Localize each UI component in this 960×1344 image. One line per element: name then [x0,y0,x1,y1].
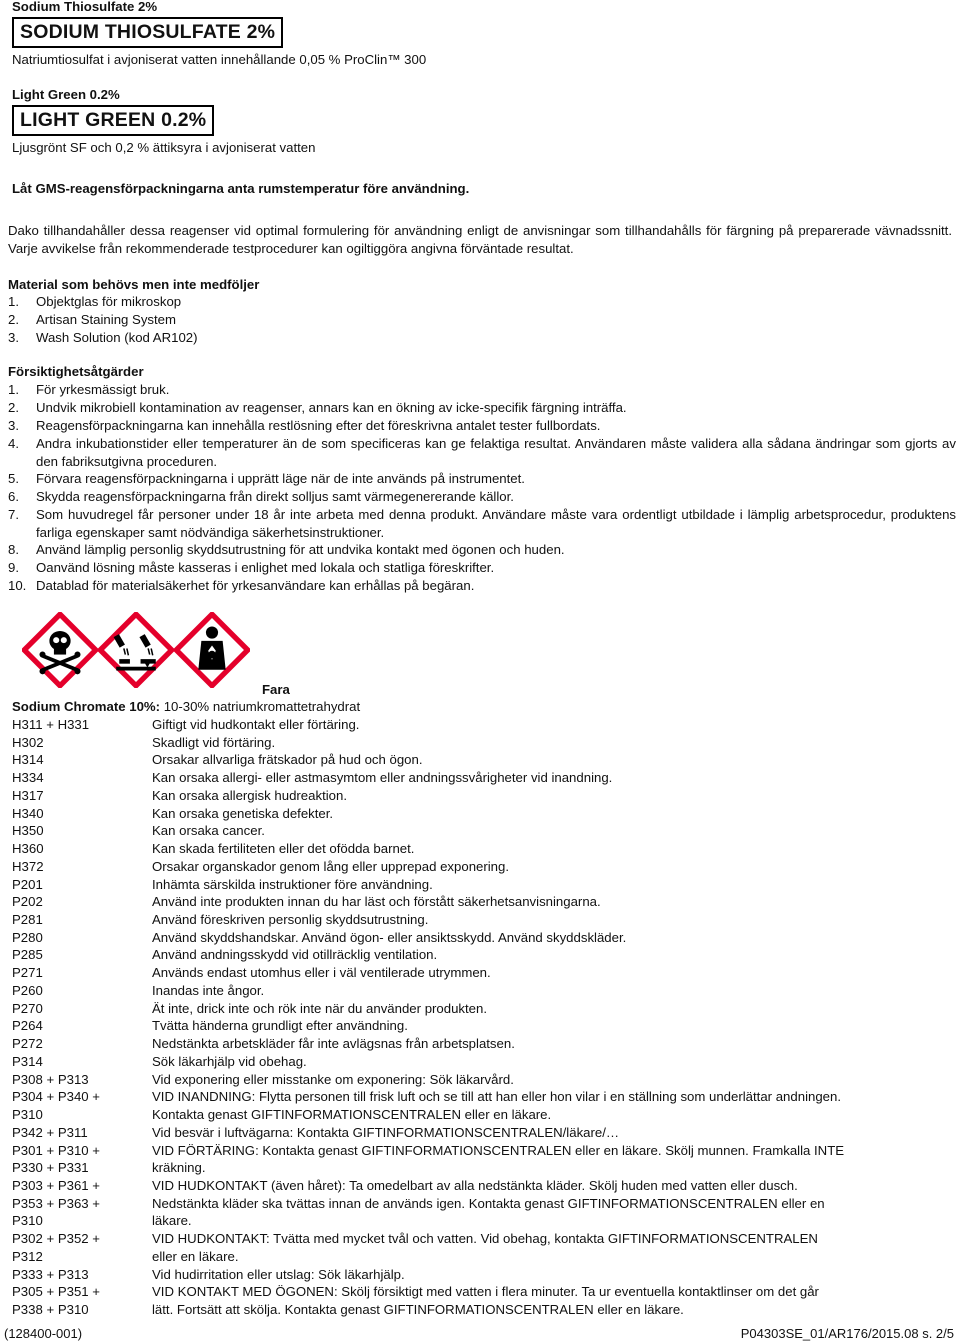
list-item-text: Wash Solution (kod AR102) [36,330,198,345]
hazard-statement-text: Tvätta händerna grundligt efter användning. [152,1018,408,1034]
list-item-number: 6. [8,489,19,504]
hazard-statement-text: Sök läkarhjälp vid obehag. [152,1053,307,1069]
hazard-statement-row [12,1106,956,1124]
hazard-statement-row [12,946,956,964]
hazard-statement-row [12,1248,956,1266]
hazard-code: P333 + P313 [12,1266,89,1282]
hazard-statement-row [12,1301,956,1319]
hazard-code: H372 [12,858,44,874]
hazard-statement-row [12,1230,956,1248]
hazard-statement-row [12,822,956,840]
hazard-code: P303 + P361 + [12,1177,100,1193]
hazard-code: P308 + P313 [12,1071,89,1087]
hazard-statement-text: lätt. Fortsätt att skölja. Kontakta genast GIFTINFORMATIONSCENTRALEN eller en läkare. [152,1302,684,1318]
list-item-text: Använd lämplig personlig skyddsutrustning för att undvika kontakt med ögonen och huden. [36,542,565,557]
hazard-statement-text: Kan orsaka genetiska defekter. [152,805,334,821]
hazard-statement-row [12,1053,956,1071]
hazard-statement-row [12,716,956,734]
hazard-statement-text: Kan orsaka allergi- eller astmasymtom eller andningssvårigheter vid inandning. [152,770,613,786]
list-item-number: 2. [8,312,19,327]
hazard-code: P270 [12,1000,43,1016]
intro-paragraph: Dako tillhandahåller dessa reagenser vid optimal formulering för användning enligt de anvisningar som tillhandahålls för färgning på preparerade vävnadssnitt. Varje avvikelse från rekommenderade testprocedurer kan ogiltiggöra angivna förväntade resultat. [8,223,952,256]
list-item-number: 3. [8,330,19,345]
hazard-statement-text: VID INANDNING: Flytta personen till frisk luft och se till att han eller hon vilar i en ställning som underlättar andningen. [152,1089,841,1105]
footer-document-number: (128400-001) [4,1326,83,1341]
hazard-code: H311 + H331 [12,717,90,732]
hazard-substance [12,698,360,716]
hazard-statement-row [12,1159,956,1177]
hazard-code: P353 + P363 + [12,1195,100,1211]
hazard-substance-description: 10-30% natriumkromattetrahydrat [163,699,361,714]
signal-word: Fara [262,682,290,697]
hazard-code: P304 + P340 + [12,1089,100,1105]
hazard-statement-text: VID HUDKONTAKT: Tvätta med mycket tvål och vatten. Vid obehag, kontakta GIFTINFORMATIONSCENTRALEN [152,1231,818,1247]
hazard-code: P260 [12,982,43,998]
hazard-statement-text: Kontakta genast GIFTINFORMATIONSCENTRALEN eller en läkare. [152,1107,552,1123]
hazard-code: P264 [12,1018,43,1034]
list-item-text: Oanvänd lösning måste kasseras i enlighet med lokala och statliga föreskrifter. [36,560,495,575]
hazard-statement-text: Orsakar organskador genom lång eller upprepad exponering. [152,858,510,874]
list-item-number: 9. [8,560,19,575]
hazard-code: P312 [12,1248,43,1264]
hazard-statement-text: Skadligt vid förtäring. [152,734,276,750]
list-item-number: 4. [8,436,19,451]
hazard-statement-row [12,787,956,805]
hazard-statement-text: VID HUDKONTAKT (även håret): Ta omedelbart av alla nedstänkta kläder. Skölj huden med vatten eller dusch. [152,1177,798,1193]
hazard-code: H334 [12,770,44,786]
hazard-code: P314 [12,1053,43,1069]
list-item-text: Reagensförpackningarna kan innehålla restlösning efter det föreskrivna antalet tester fullbordats. [36,418,601,433]
hazard-code: P310 [12,1213,43,1229]
hazard-statement-row [12,1142,956,1160]
hazard-statement-row [12,1283,956,1301]
list-item-text: Skydda reagensförpackningarna från direkt solljus samt värmegenererande källor. [36,489,514,504]
list-item-number: 1. [8,294,19,309]
list-item-number: 10. [8,578,27,593]
list-item-text: Artisan Staining System [36,312,176,327]
hazard-code: P302 + P352 + [12,1231,100,1247]
hazard-statement-row [12,734,956,752]
hazard-statement-text: Vid hudirritation eller utslag: Sök läkarhjälp. [152,1266,405,1282]
hazard-code: P201 [12,876,43,892]
reagent-label-box: SODIUM THIOSULFATE 2% [12,17,283,48]
list-item-number: 3. [8,418,19,433]
list-item-number: 7. [8,507,19,522]
hazard-code: P202 [12,894,43,910]
hazard-code: P271 [12,965,43,981]
hazard-statement-row [12,1195,956,1213]
list-item-number: 8. [8,542,19,557]
materials-heading: Material som behövs men inte medföljer [8,277,260,292]
hazard-statement-row [12,982,956,1000]
hazard-statement-row [12,1266,956,1284]
hazard-statement-text: Vid exponering eller misstanke om exponering: Sök läkarvård. [152,1071,514,1087]
hazard-statement-row [12,1035,956,1053]
hazard-statement-text: Ät inte, drick inte och rök inte när du använder produkten. [152,1000,488,1016]
hazard-code: P281 [12,912,43,928]
hazard-code: P330 + P331 [12,1160,89,1176]
hazard-code: H314 [12,752,44,768]
hazard-statement-row [12,964,956,982]
hazard-statement-row [12,929,956,947]
list-item-number: 1. [8,382,19,397]
hazard-statement-text: Använd inte produkten innan du har läst och förstått säkerhetsanvisningarna. [152,894,601,910]
corrosion-icon [98,612,174,688]
list-item-text: För yrkesmässigt bruk. [36,382,170,397]
hazard-statement-text: kräkning. [152,1160,206,1176]
hazard-statement-row [12,893,956,911]
reagent-description: Ljusgrönt SF och 0,2 % ättiksyra i avjoniserat vatten [12,140,316,155]
hazard-statement-row [12,1071,956,1089]
reagent-name: Light Green 0.2% [12,87,120,102]
footer-page-reference: P04303SE_01/AR176/2015.08 s. 2/5 [740,1326,954,1341]
hazard-statement-row [12,1177,956,1195]
hazard-substance-name: Sodium Chromate 10%: [12,699,161,714]
hazard-statement-text: Används endast utomhus eller i väl ventilerade utrymmen. [152,965,491,981]
hazard-statement-text: eller en läkare. [152,1248,239,1264]
hazard-statement-text: Kan orsaka allergisk hudreaktion. [152,787,347,803]
hazard-statement-text: Inhämta särskilda instruktioner före användning. [152,876,433,892]
hazard-code: P310 [12,1107,43,1123]
hazard-statement-row [12,876,956,894]
list-item-number: 2. [8,400,19,415]
hazard-statement-text: Använd andningsskydd vid otillräcklig ventilation. [152,947,438,963]
hazard-statement-row [12,840,956,858]
hazard-statement-text: Använd skyddshandskar. Använd ögon- eller ansiktsskydd. Använd skyddskläder. [152,929,627,945]
hazard-statement-text: Giftigt vid hudkontakt eller förtäring. [152,717,360,732]
list-item-number: 5. [8,471,19,486]
health-hazard-icon [174,612,250,688]
hazard-statement-row [12,751,956,769]
hazard-statement-row [12,1017,956,1035]
hazard-statement-text: Använd föreskriven personlig skyddsutrustning. [152,912,429,928]
hazard-statement-text: Kan skada fertiliteten eller det ofödda barnet. [152,841,415,857]
hazard-statement-row [12,1000,956,1018]
room-temperature-note: Låt GMS-reagensförpackningarna anta rumstemperatur före användning. [12,181,470,196]
hazard-statement-text: Kan orsaka cancer. [152,823,265,839]
hazard-code: P305 + P351 + [12,1284,100,1300]
hazard-code: P301 + P310 + [12,1142,100,1158]
hazard-code: H340 [12,805,44,821]
hazard-code: H350 [12,823,44,839]
hazard-code: P342 + P311 [12,1124,88,1140]
hazard-statement-text: VID FÖRTÄRING: Kontakta genast GIFTINFORMATIONSCENTRALEN eller en läkare. Skölj munnen. Framkalla INTE [152,1142,845,1158]
hazard-statement-text: Inandas inte ångor. [152,982,265,998]
hazard-code: P285 [12,947,43,963]
hazard-code: P338 + P310 [12,1302,89,1318]
hazard-statement-text: Vid besvär i luftvägarna: Kontakta GIFTINFORMATIONSCENTRALEN/läkare/… [152,1124,620,1140]
hazard-code: P272 [12,1036,43,1052]
hazard-code: H360 [12,841,44,857]
hazard-statement-row [12,1212,956,1230]
hazard-code: P280 [12,929,43,945]
hazard-statement-row [12,858,956,876]
hazard-statement-row [12,911,956,929]
hazard-code: H317 [12,787,44,803]
hazard-statement-row [12,769,956,787]
hazard-statement-text: Nedstänkta arbetskläder får inte avlägsnas från arbetsplatsen. [152,1036,515,1052]
list-item-text: Datablad för materialsäkerhet för yrkesanvändare kan erhållas på begäran. [36,578,475,593]
reagent-name: Sodium Thiosulfate 2% [12,0,158,14]
precautions-heading: Försiktighetsåtgärder [8,364,144,379]
list-item-text: Undvik mikrobiell kontamination av reagenser, annars kan en ökning av icke-specifik färgning inträffa. [36,400,627,415]
hazard-statement-row [12,1088,956,1106]
hazard-code: H302 [12,734,44,750]
skull-crossbones-icon [22,612,98,688]
hazard-statement-text: läkare. [152,1213,192,1229]
hazard-statement-text: Nedstänkta kläder ska tvättas innan de används igen. Kontakta genast GIFTINFORMATIONSCENTRALEN eller en [152,1195,825,1211]
hazard-statement-row [12,1124,956,1142]
list-item-text: Förvara reagensförpackningarna i upprätt läge när de inte används på instrumentet. [36,471,525,486]
hazard-statement-text: Orsakar allvarliga frätskador på hud och ögon. [152,752,423,768]
hazard-statement-row [12,805,956,823]
list-item-text: Som huvudregel får personer under 18 år inte arbeta med denna produkt. Användare måste vara ordentligt utbildade i lämplig arbetsprocedur, produktens farliga egenskaper samt nödvändiga säkerhetsinstruktioner. [36,507,956,540]
reagent-label-box: LIGHT GREEN 0.2% [12,105,214,136]
list-item-text: Objektglas för mikroskop [36,294,182,309]
reagent-description: Natriumtiosulfat i avjoniserat vatten innehållande 0,05 % ProClin™ 300 [12,52,427,67]
list-item-text: Andra inkubationstider eller temperaturer än de som specificeras kan ge felaktiga resultat. Användaren måste validera alla sådana ändringar som gjorts av den fabriksutgivna proceduren. [36,436,956,469]
hazard-statement-text: VID KONTAKT MED ÖGONEN: Skölj försiktigt med vatten i flera minuter. Ta ur eventuella kontaktlinser om det går [152,1284,819,1300]
